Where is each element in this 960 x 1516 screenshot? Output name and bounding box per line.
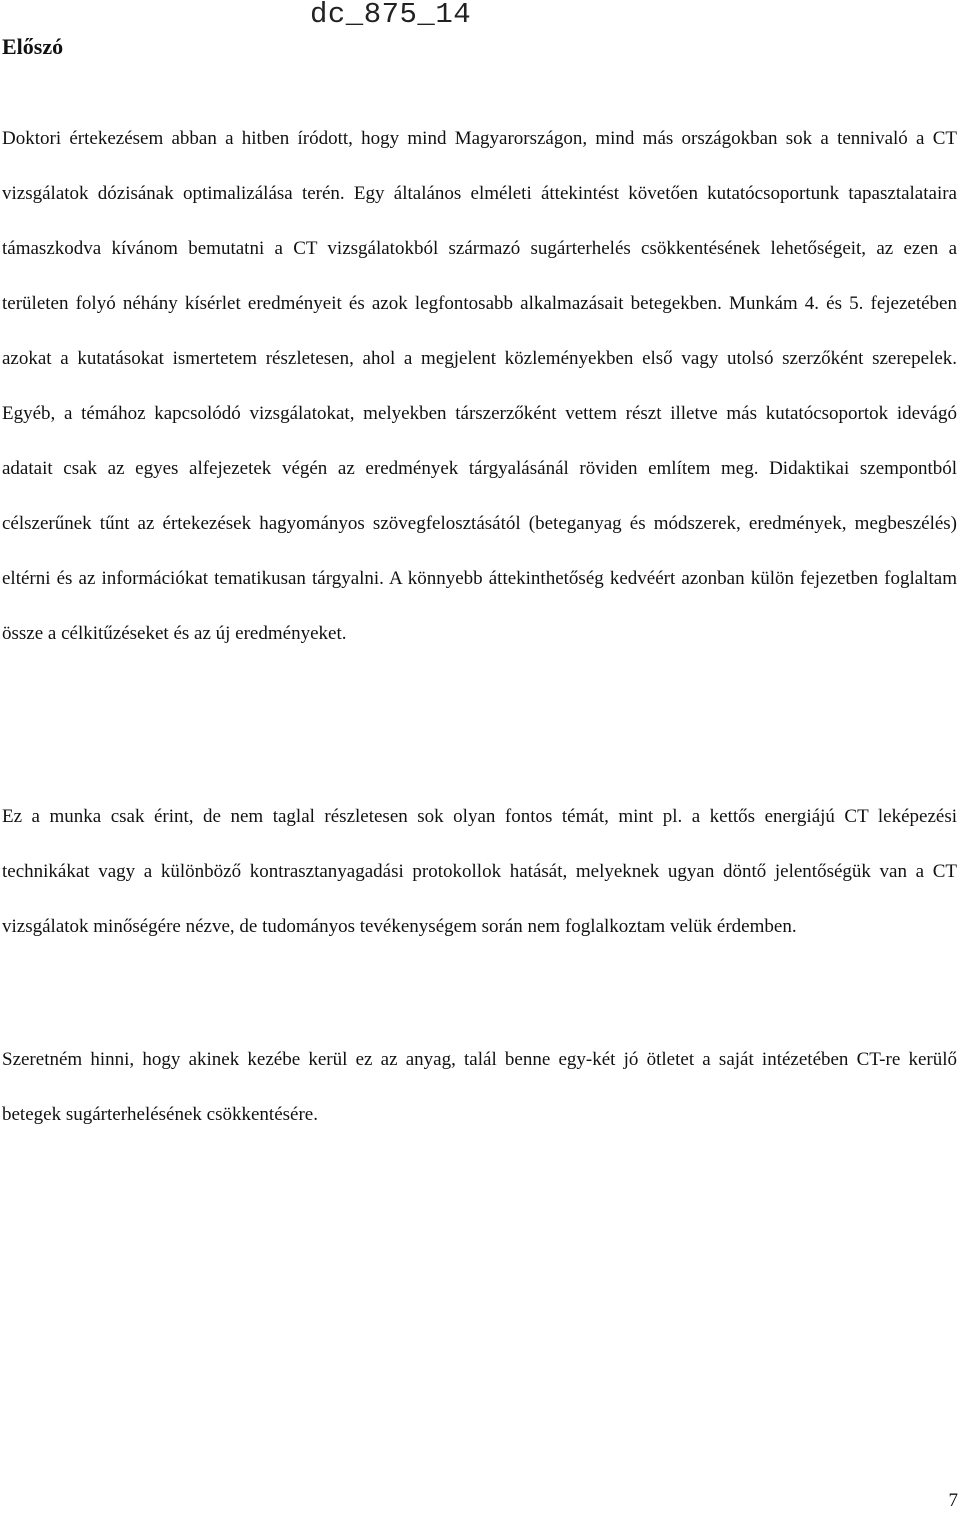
paragraph-intro: Doktori értekezésem abban a hitben íródott, hogy mind Magyarországon, mind más országokban sok a tennivaló a CT vizsgálatok dózisának optimalizálása terén. Egy általános elméleti áttekintést követően kutatócsoportunk tapasztalataira támaszkodva kívánom bemutatni a CT vizsgálatokból származó sugárterhelés csökkentésének lehetőségeit, az ezen a területen folyó néhány kísérlet eredményeit és azok legfontosabb alkalmazásait betegekben. Munkám 4. és 5. fejezetében azokat a kutatásokat ismertetem részletesen, ahol a megjelent közleményekben első vagy utolsó szerzőként szerepelek. Egyéb, a témához kapcsolódó vizsgálatokat, melyekben társzerzőként vettem részt illetve más kutatócsoportok idevágó adatait csak az egyes alfejezetek végén az eredmények tárgyalásánál röviden említem meg. Didaktikai szempontból célszerűnek tűnt az értekezések hagyományos szövegfelosztásától (beteganyag és módszerek, eredmények, megbeszélés) eltérni és az információkat tematikusan tárgyalni. A könnyebb áttekinthetőség kedvéért azonban külön fejezetben foglaltam össze a célkitűzéseket és az új eredményeket.	[2, 128, 957, 644]
document-id-header: dc_875_14	[310, 0, 472, 31]
section-heading: Előszó	[2, 34, 64, 59]
page-number: 7	[948, 1490, 958, 1511]
paragraph-scope: Ez a munka csak érint, de nem taglal részletesen sok olyan fontos témát, mint pl. a kettős energiájú CT leképezési technikákat vagy a különböző kontrasztanyagadási protokollok hatását, melyeknek ugyan döntő jelentőségük van a CT vizsgálatok minőségére nézve, de tudományos tevékenységem során nem foglalkoztam velük érdemben.	[2, 806, 957, 937]
paragraph-closing: Szeretném hinni, hogy akinek kezébe kerül ez az anyag, talál benne egy-két jó ötletet a saját intézetében CT-re kerülő betegek sugárterhelésének csökkentésére.	[2, 1049, 957, 1125]
